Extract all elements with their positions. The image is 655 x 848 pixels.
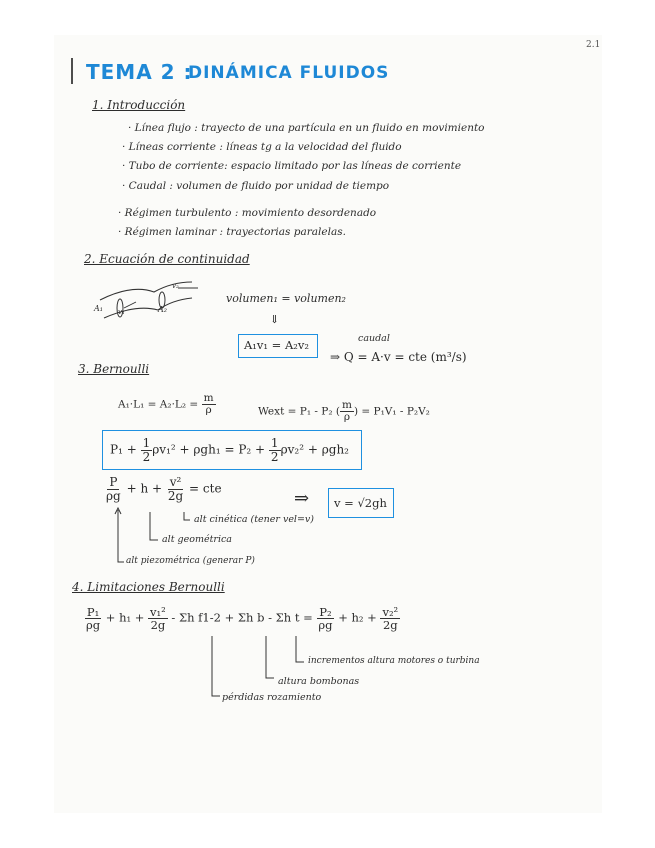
head-equation: $\frac{P}{\rho g}$ + h + $\frac{\text{v²}}{2g}$ = cte bbox=[106, 475, 222, 503]
extended-bernoulli-equation: $\frac{\text{P₁}}{\rho g}$ + h₁ + $\frac{\text{v₁²}}{2g}$ - Σh f1-2 + Σh b - Σh t = $\frac{\text{P₂}}{\rho g}$ + h₂ + $\frac{\text{v₂²}}{2g}$ bbox=[86, 605, 399, 633]
definition-line-flujo: · Línea flujo : trayecto de una partícula en un fluido en movimiento bbox=[128, 122, 485, 134]
bernoulli-equation: P₁ + $\frac{1}{2}$ ρv₁² + ρgh₁ = P₂ + $\frac{1}{2}$ ρv₂² + ρgh₂ bbox=[110, 436, 349, 464]
caudal-label: caudal bbox=[358, 333, 390, 344]
work-equation: Wext = P₁ - P₂ ( $\frac{m}{\rho}$ ) = P₁V₁ - P₂V₂ bbox=[258, 399, 430, 424]
definition-caudal: · Caudal : volumen de fluido por unidad de tiempo bbox=[122, 180, 390, 192]
regime-turbulento: · Régimen turbulento : movimiento desordenado bbox=[118, 207, 377, 219]
torricelli-equation: v = √2gh bbox=[334, 496, 387, 510]
annotation-alt-piezometrica: alt piezométrica (generar P) bbox=[126, 556, 255, 566]
velocity-label-v2: v₂ bbox=[172, 282, 179, 290]
section-heading-limitaciones: 4. Limitaciones Bernoulli bbox=[72, 580, 225, 594]
area-label-a2: A₂ bbox=[158, 305, 167, 314]
section-heading-continuidad: 2. Ecuación de continuidad bbox=[84, 252, 250, 266]
section-heading-introduccion: 1. Introducción bbox=[92, 98, 186, 112]
page-title: DINÁMICA FLUIDOS bbox=[188, 63, 390, 83]
implies-down-arrow: ⇓ bbox=[270, 313, 280, 326]
annotation-alt-cinetica: alt cinética (tener vel=v) bbox=[194, 514, 315, 525]
definition-lineas-corriente: · Líneas corriente : líneas tg a la velocidad del fluido bbox=[122, 141, 402, 153]
continuity-equation: A₁v₁ = A₂v₂ bbox=[244, 338, 309, 352]
definition-tubo-corriente: · Tubo de corriente: espacio limitado por las líneas de corriente bbox=[122, 160, 462, 172]
page-number: 2.1 bbox=[586, 40, 601, 50]
area-label-a1: A₁ bbox=[94, 304, 103, 313]
annotation-bombonas: altura bombonas bbox=[278, 676, 360, 687]
margin-mark bbox=[70, 58, 74, 88]
mass-equation: A₁·L₁ = A₂·L₂ = $\frac{m}{\rho}$ bbox=[118, 392, 214, 417]
implies-arrow: ⇒ bbox=[294, 488, 310, 509]
velocity-label-v1: v₁ bbox=[118, 308, 125, 316]
volume-equation: volumen₁ = volumen₂ bbox=[226, 292, 346, 305]
annotation-incrementos: incrementos altura motores o turbina bbox=[308, 656, 480, 666]
regime-laminar: · Régimen laminar : trayectorias paralelas. bbox=[118, 226, 346, 238]
pipe-diagram bbox=[92, 278, 212, 338]
section-heading-bernoulli: 3. Bernoulli bbox=[78, 362, 150, 376]
page-title-prefix: TEMA 2 : bbox=[86, 60, 193, 84]
annotation-perdidas: pérdidas rozamiento bbox=[222, 692, 322, 703]
flow-equation: ⇒ Q = A·v = cte (m³/s) bbox=[330, 350, 467, 364]
annotation-alt-geometrica: alt geométrica bbox=[162, 534, 232, 545]
